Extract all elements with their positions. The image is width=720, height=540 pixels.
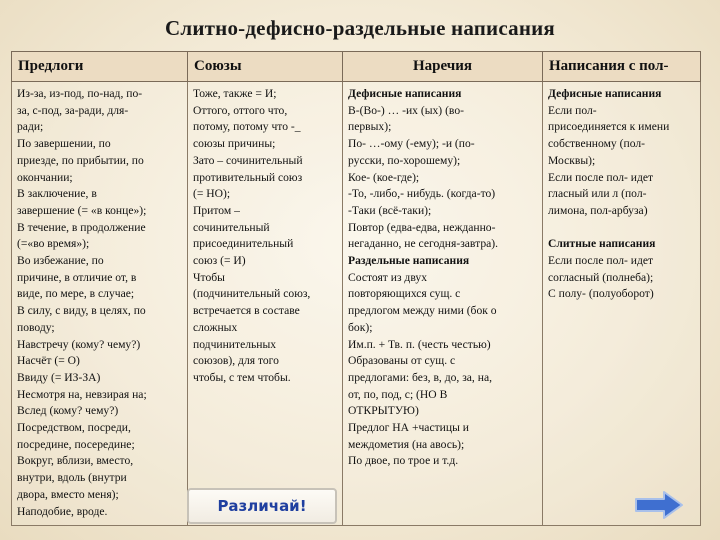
preposition-line: По завершении, по bbox=[17, 137, 111, 151]
preposition-line: поводу; bbox=[17, 320, 55, 334]
preposition-line: Вокруг, вблизи, вместо, bbox=[17, 454, 134, 468]
adverb-line: междометия (на авось); bbox=[348, 437, 465, 451]
adverb-line: негаданно, не сегодня-завтра). bbox=[348, 237, 499, 251]
adverb-line: Повтор (едва-едва, нежданно- bbox=[348, 220, 496, 234]
spacer bbox=[548, 220, 695, 237]
adverb-line: Им.п. + Тв. п. (честь честью) bbox=[348, 337, 491, 351]
conjunction-line: (= НО); bbox=[193, 187, 231, 201]
pol-solid-heading: Слитные написания bbox=[548, 237, 656, 251]
preposition-line: ради; bbox=[17, 120, 44, 134]
header-adverbs: Наречия bbox=[343, 52, 543, 82]
pol-line: гласный или л (пол- bbox=[548, 187, 647, 201]
preposition-line: Вслед (кому? чему?) bbox=[17, 404, 119, 418]
prepositions-cell bbox=[12, 82, 188, 526]
spelling-rules-table bbox=[11, 51, 701, 526]
preposition-line: окончании; bbox=[17, 170, 73, 184]
adverb-line: предлогами: без, в, до, за, на, bbox=[348, 370, 492, 384]
adverbs-hyphen-heading: Дефисные написания bbox=[348, 87, 462, 100]
conjunction-line: сложных bbox=[193, 320, 238, 334]
next-slide-button[interactable] bbox=[634, 490, 684, 520]
content-row bbox=[12, 82, 701, 526]
right-arrow-icon bbox=[634, 490, 684, 520]
pol-line: лимона, пол-арбуза) bbox=[548, 203, 648, 217]
conjunction-line: союзы причины; bbox=[193, 137, 276, 151]
conjunction-line: Притом – bbox=[193, 203, 240, 217]
conjunction-line: встречается в составе bbox=[193, 304, 300, 318]
conjunctions-cell bbox=[188, 82, 343, 526]
preposition-line: причине, в отличие от, в bbox=[17, 270, 137, 284]
preposition-line: Наподобие, вроде. bbox=[17, 504, 108, 518]
conjunction-line: сочинительный bbox=[193, 220, 270, 234]
preposition-line: внутри, вдоль (внутри bbox=[17, 471, 127, 485]
pol-line: Если после пол- идет bbox=[548, 254, 654, 268]
conjunction-line: союз (= И) bbox=[193, 254, 246, 268]
preposition-line: завершение (= «в конце»); bbox=[17, 203, 147, 217]
adverb-line: от, по, под, с; (НО В bbox=[348, 387, 448, 401]
header-conjunctions: Союзы bbox=[188, 52, 343, 82]
preposition-line: Из-за, из-под, по-над, по- bbox=[17, 87, 143, 100]
adverb-line: В-(Во-) … -их (ых) (во- bbox=[348, 103, 464, 117]
conjunction-line: противительный союз bbox=[193, 170, 303, 184]
adverb-line: -То, -либо,- нибудь. (когда-то) bbox=[348, 187, 496, 201]
conjunction-line: Тоже, также = И; bbox=[193, 87, 277, 100]
pol-hyphen-heading: Дефисные написания bbox=[548, 87, 662, 100]
adverb-line: повторяющихся сущ. с bbox=[348, 287, 461, 301]
adverb-line: Кое- (кое-где); bbox=[348, 170, 420, 184]
conjunction-line: союзов), для того bbox=[193, 354, 279, 368]
preposition-line: В заключение, в bbox=[17, 187, 97, 201]
pol-line: присоединяется к имени bbox=[548, 120, 670, 134]
pol-line: Если после пол- идет bbox=[548, 170, 654, 184]
preposition-line: Во избежание, по bbox=[17, 254, 104, 268]
adverbs-separate-heading: Раздельные написания bbox=[348, 254, 470, 268]
adverb-line: Состоят из двух bbox=[348, 270, 428, 284]
adverbs-cell bbox=[343, 82, 543, 526]
adverb-line: Предлог НА +частицы и bbox=[348, 421, 469, 435]
page-title: Слитно-дефисно-раздельные написания bbox=[165, 16, 555, 40]
conjunction-line: Оттого, оттого что, bbox=[193, 103, 288, 117]
pol-line: Москвы); bbox=[548, 153, 596, 167]
header-pol-spellings: Написания с пол- bbox=[543, 52, 701, 82]
preposition-line: виде, по мере, в случае; bbox=[17, 287, 135, 301]
preposition-line: В течение, в продолжение bbox=[17, 220, 146, 234]
conjunction-line: чтобы, с тем чтобы. bbox=[193, 370, 291, 384]
distinguish-button[interactable]: Различай! bbox=[187, 488, 337, 524]
adverb-line: -Таки (всё-таки); bbox=[348, 203, 432, 217]
header-row bbox=[12, 52, 701, 82]
conjunction-line: (подчинительный союз, bbox=[193, 287, 311, 301]
pol-spellings-cell bbox=[543, 82, 701, 526]
adverb-line: предлогом между ними (бок о bbox=[348, 304, 497, 318]
pol-line: собственному (пол- bbox=[548, 137, 645, 151]
header-prepositions: Предлоги bbox=[12, 52, 188, 82]
preposition-line: В силу, с виду, в целях, по bbox=[17, 304, 146, 318]
adverb-line: ОТКРЫТУЮ) bbox=[348, 404, 419, 418]
adverb-line: Образованы от сущ. с bbox=[348, 354, 456, 368]
preposition-line: приезде, по прибытии, по bbox=[17, 153, 144, 167]
adverb-line: По- …-ому (-ему); -и (по- bbox=[348, 137, 475, 151]
adverb-line: первых); bbox=[348, 120, 392, 134]
pol-line: С полу- (полуоборот) bbox=[548, 287, 654, 301]
preposition-line: посредине, посередине; bbox=[17, 437, 135, 451]
pol-line: согласный (полнеба); bbox=[548, 270, 654, 284]
conjunction-line: Чтобы bbox=[193, 270, 225, 284]
preposition-line: (=«во время»); bbox=[17, 237, 90, 251]
conjunction-line: потому, потому что -_ bbox=[193, 120, 301, 134]
preposition-line: двора, вместо меня); bbox=[17, 487, 119, 501]
adverb-line: бок); bbox=[348, 320, 373, 334]
adverb-line: русски, по-хорошему); bbox=[348, 153, 461, 167]
preposition-line: за, с-под, за-ради, для- bbox=[17, 103, 129, 117]
conjunction-line: присоединительный bbox=[193, 237, 294, 251]
preposition-line: Ввиду (= ИЗ-ЗА) bbox=[17, 370, 101, 384]
conjunction-line: подчинительных bbox=[193, 337, 277, 351]
conjunction-line: Зато – сочинительный bbox=[193, 153, 303, 167]
preposition-line: Навстречу (кому? чему?) bbox=[17, 337, 141, 351]
preposition-line: Насчёт (= О) bbox=[17, 354, 80, 368]
pol-line: Если пол- bbox=[548, 103, 597, 117]
adverb-line: По двое, по трое и т.д. bbox=[348, 454, 459, 468]
preposition-line: Посредством, посреди, bbox=[17, 421, 131, 435]
preposition-line: Несмотря на, невзирая на; bbox=[17, 387, 147, 401]
